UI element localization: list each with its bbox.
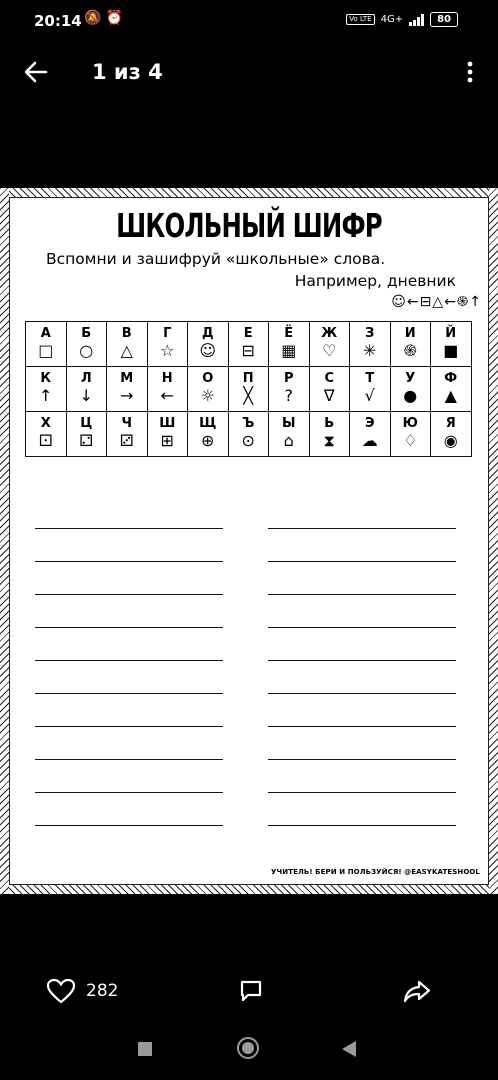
system-back-button[interactable] [342, 1041, 356, 1057]
cipher-cell [26, 322, 67, 367]
cipher-symbol: ○ [79, 341, 94, 360]
cipher-symbol: △ [120, 341, 133, 360]
writing-line [268, 759, 456, 760]
cipher-letter: В [121, 326, 132, 341]
cipher-letter: Ф [444, 371, 458, 386]
top-app-bar [0, 44, 498, 100]
document-title: ШКОЛЬНЫЙ ШИФР [116, 206, 382, 245]
cipher-cell [147, 322, 188, 367]
cipher-symbol: ♡ [322, 341, 337, 360]
cipher-cell [188, 367, 229, 412]
cipher-cell [390, 412, 431, 457]
cipher-symbol: ↓ [79, 386, 93, 405]
cipher-cell [309, 322, 350, 367]
cipher-letter: Д [201, 326, 214, 341]
cipher-symbol: ⚀ [38, 431, 53, 450]
cipher-cell [431, 367, 472, 412]
frame-border [489, 188, 498, 894]
cipher-symbol: ☺ [199, 341, 217, 360]
cipher-letter: Й [445, 326, 457, 341]
cipher-cell [228, 412, 269, 457]
like-button[interactable] [46, 978, 118, 1004]
cipher-letter: М [120, 371, 134, 386]
cipher-cell [107, 367, 148, 412]
comment-icon [238, 978, 264, 1004]
cipher-cell [350, 412, 391, 457]
frame-border [0, 188, 498, 197]
comment-button[interactable] [238, 978, 264, 1008]
cipher-symbol: ♢ [403, 431, 418, 450]
arrow-left-icon [20, 56, 52, 88]
writing-line [268, 792, 456, 793]
cipher-table [25, 321, 472, 457]
cipher-cell [188, 322, 229, 367]
writing-line [35, 627, 223, 628]
cipher-letter: Л [80, 371, 92, 386]
system-nav-bar [0, 1030, 498, 1070]
cipher-symbol: ⧗ [323, 431, 335, 450]
cipher-symbol: ■ [443, 341, 459, 360]
cipher-cell [431, 322, 472, 367]
status-right [346, 12, 458, 27]
document-subtitle: Вспомни и зашифруй «школьные» слова. [46, 250, 386, 268]
cipher-symbol: ● [403, 386, 418, 405]
cipher-cell [147, 367, 188, 412]
cipher-cell [309, 412, 350, 457]
status-bar [0, 0, 498, 44]
cipher-letter: Щ [199, 416, 217, 431]
cipher-symbol: ◉ [443, 431, 458, 450]
cipher-symbol: ⚁ [79, 431, 94, 450]
cipher-symbol: ? [284, 386, 293, 405]
cipher-letter: Е [243, 326, 253, 341]
cipher-cell [390, 367, 431, 412]
cipher-symbol: ✳ [363, 341, 377, 360]
cipher-letter: Ц [80, 416, 93, 431]
cipher-symbol: ⌂ [283, 431, 294, 450]
action-bar [0, 970, 498, 1014]
cipher-cell [147, 412, 188, 457]
cipher-cell [228, 367, 269, 412]
cipher-letter: Х [40, 416, 51, 431]
writing-line [35, 561, 223, 562]
cipher-letter: Ж [321, 326, 338, 341]
cipher-cell [269, 412, 310, 457]
cipher-symbol: ֍ [403, 341, 417, 360]
cipher-symbol: ∇ [323, 386, 335, 405]
cipher-letter: Ъ [242, 416, 255, 431]
cipher-symbol: ☁ [361, 431, 378, 450]
cipher-letter: О [202, 371, 214, 386]
writing-line [268, 726, 456, 727]
page-counter: 1 из 4 [92, 60, 163, 84]
cipher-symbol: ╳ [243, 386, 254, 405]
cipher-cell [269, 367, 310, 412]
cipher-cell [66, 412, 107, 457]
cipher-symbol: ⊕ [201, 431, 215, 450]
cipher-letter: С [324, 371, 335, 386]
cipher-letter: К [40, 371, 52, 386]
cipher-letter: Э [364, 416, 375, 431]
mute-icon: 🔕 [84, 10, 102, 26]
writing-line [35, 792, 223, 793]
frame-border [0, 885, 498, 894]
share-button[interactable] [402, 978, 432, 1008]
writing-line [268, 825, 456, 826]
cipher-letter: Т [365, 371, 375, 386]
cipher-cell [66, 322, 107, 367]
cipher-letter: Б [81, 326, 92, 341]
example-code: ☺←⊟△←֍↑ [391, 294, 482, 310]
cipher-symbol: ← [160, 386, 174, 405]
cipher-symbol: □ [38, 341, 54, 360]
cipher-cell [309, 367, 350, 412]
writing-line [35, 594, 223, 595]
example-label: Например, дневник [294, 272, 456, 290]
cipher-cell [350, 367, 391, 412]
cipher-cell [188, 412, 229, 457]
back-button[interactable] [20, 56, 52, 88]
writing-line [268, 660, 456, 661]
cipher-cell [107, 412, 148, 457]
notification-icons [84, 10, 123, 26]
cipher-cell [431, 412, 472, 457]
cipher-letter: Н [161, 371, 173, 386]
cipher-symbol: ▲ [444, 386, 457, 405]
status-time: 20:14 [34, 12, 82, 30]
cipher-letter: П [242, 371, 254, 386]
cipher-symbol: ☆ [160, 341, 175, 360]
cipher-symbol: ☼ [200, 386, 215, 405]
cipher-symbol: ⊞ [160, 431, 174, 450]
cipher-letter: Р [283, 371, 294, 386]
cipher-symbol: → [120, 386, 134, 405]
cipher-letter: Ю [402, 416, 418, 431]
cipher-letter: Ы [282, 416, 296, 431]
frame-border [0, 188, 9, 894]
cipher-cell [390, 322, 431, 367]
cipher-symbol: √ [364, 386, 375, 405]
heart-icon [46, 978, 76, 1004]
more-vert-icon [460, 58, 480, 86]
writing-line [268, 561, 456, 562]
document-image[interactable] [0, 188, 498, 894]
cipher-symbol: ⚂ [119, 431, 134, 450]
cipher-cell [26, 412, 67, 457]
like-count: 282 [86, 981, 119, 1001]
recents-button[interactable] [138, 1042, 152, 1056]
cipher-letter: Ч [121, 416, 132, 431]
writing-line [35, 693, 223, 694]
cipher-letter: Ь [324, 416, 335, 431]
cipher-symbol: ⊟ [241, 341, 255, 360]
cipher-letter: Ё [284, 326, 294, 341]
battery-indicator: 80 [430, 12, 458, 27]
cipher-letter: Ш [159, 416, 176, 431]
cipher-symbol: ↑ [39, 386, 53, 405]
cipher-row [26, 412, 472, 457]
cipher-row [26, 367, 472, 412]
share-icon [402, 978, 432, 1004]
cipher-cell [66, 367, 107, 412]
writing-line [35, 825, 223, 826]
more-options-button[interactable] [460, 58, 480, 86]
writing-line [268, 528, 456, 529]
cipher-letter: А [40, 326, 51, 341]
cipher-cell [350, 322, 391, 367]
writing-line [35, 726, 223, 727]
cipher-cell [26, 367, 67, 412]
home-button[interactable] [237, 1037, 259, 1059]
cipher-letter: Я [445, 416, 456, 431]
signal-icon [409, 14, 424, 26]
cipher-cell [269, 322, 310, 367]
writing-line [35, 528, 223, 529]
cipher-letter: И [404, 326, 416, 341]
network-type: 4G+ [380, 14, 404, 25]
cipher-symbol: ▦ [281, 341, 297, 360]
cipher-cell [228, 322, 269, 367]
alarm-icon: ⏰ [105, 10, 124, 26]
cipher-row [26, 322, 472, 367]
watermark: УЧИТЕЛЬ! БЕРИ И ПОЛЬЗУЙСЯ! @EASYKATESHOOL [271, 868, 480, 876]
writing-line [35, 660, 223, 661]
cipher-letter: Г [163, 326, 172, 341]
cipher-letter: З [365, 326, 375, 341]
cipher-symbol: ⊙ [241, 431, 255, 450]
writing-line [268, 594, 456, 595]
cipher-cell [107, 322, 148, 367]
writing-line [268, 693, 456, 694]
volte-icon: Vo LTE [346, 14, 374, 25]
cipher-letter: У [405, 371, 416, 386]
writing-line [268, 627, 456, 628]
writing-line [35, 759, 223, 760]
